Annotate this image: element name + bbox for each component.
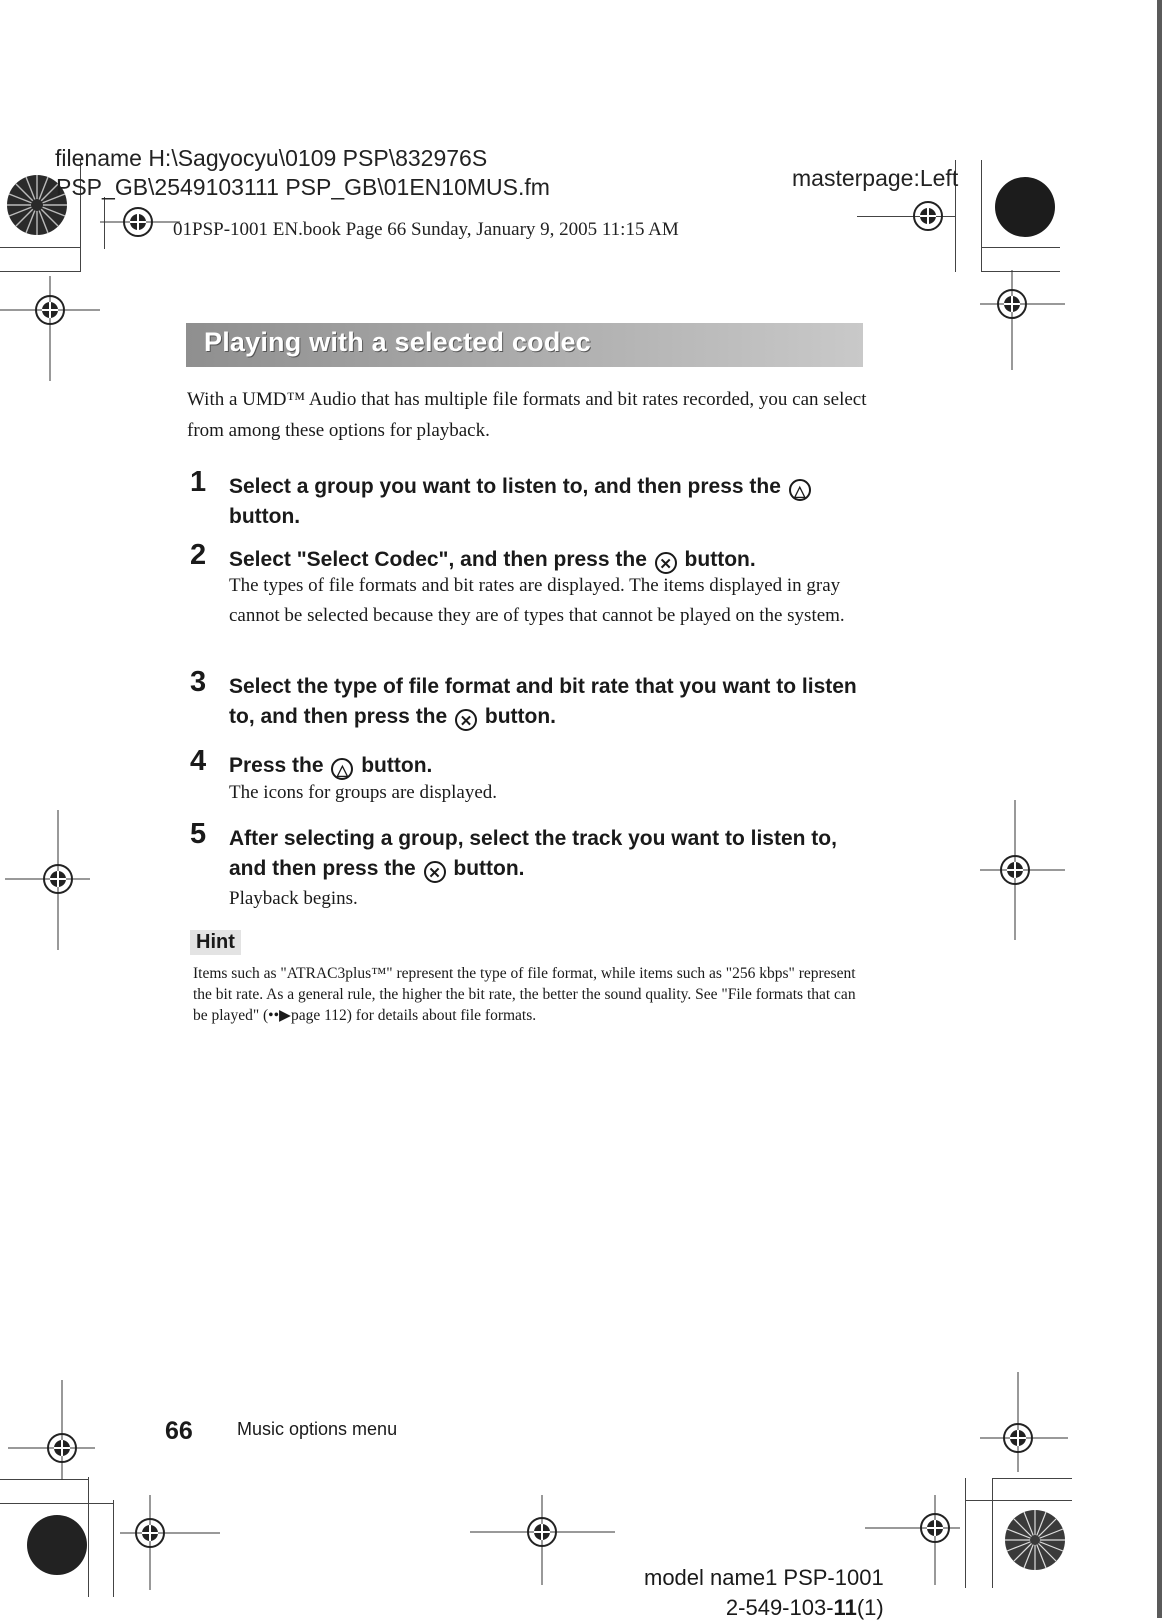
print-book-info: 01PSP-1001 EN.book Page 66 Sunday, January 9, 2005 11:15 AM	[173, 219, 679, 240]
registration-mark-icon	[980, 1372, 1070, 1472]
crop-line	[0, 1503, 113, 1504]
crop-line	[0, 271, 80, 272]
model-name: model name1 PSP-1001	[644, 1565, 884, 1590]
print-filename-line: PSP_GB\2549103111 PSP_GB\01EN10MUS.fm	[56, 174, 550, 200]
step-heading-text: Select the type of file format and bit rate that you want to listen to, and then press the	[229, 675, 857, 728]
crop-line	[965, 1500, 1072, 1501]
hint-text: Items such as "ATRAC3plus™" represent the type of file format, while items such as "256 kbps" represent the bit rate. As a general rule, the higher the bit rate, the better the sound quality. See "File formats that can be played" (••▶page 112) for details about file formats.	[193, 965, 856, 1024]
section-intro: With a UMD™ Audio that has multiple file formats and bit rates recorded, you can select from among these options for playback.	[187, 389, 867, 441]
section-title: Playing with a selected codec	[204, 327, 591, 357]
crop-line	[965, 1478, 966, 1588]
crop-line	[981, 160, 982, 272]
triangle-button-icon: △	[789, 479, 811, 501]
print-filename	[55, 144, 550, 202]
triangle-button-icon: △	[331, 758, 353, 780]
step-heading-text: button.	[678, 548, 756, 571]
registration-mark-icon	[100, 200, 180, 250]
step-description: The types of file formats and bit rates are displayed. The items displayed in gray cannot be selected because they are of types that cannot be played on the system.	[229, 575, 845, 626]
registration-mark-icon	[115, 1495, 225, 1595]
model-code	[644, 1593, 884, 1623]
step-heading-text: button.	[229, 505, 301, 528]
step-number: 2	[190, 539, 207, 571]
step-heading-text: Select a group you want to listen to, and then press the	[229, 475, 787, 498]
registration-mark-icon	[0, 810, 100, 960]
step-heading	[229, 472, 869, 532]
solid-black-circle-icon	[990, 172, 1060, 242]
step-heading-text: After selecting a group, select the track you want to listen to, and then press the	[229, 827, 837, 880]
step-heading-text: button.	[355, 754, 433, 777]
crop-line	[0, 247, 80, 248]
model-code-bold: 11	[833, 1595, 857, 1620]
step-heading-text: button.	[479, 705, 556, 728]
page-number: 66	[165, 1417, 193, 1445]
print-masterpage: masterpage:Left	[792, 165, 959, 191]
registration-mark-icon	[880, 196, 950, 246]
model-code-suffix: (1)	[856, 1595, 884, 1620]
step-heading-text: button.	[447, 857, 525, 880]
step-number: 4	[190, 745, 207, 777]
model-info	[644, 1563, 884, 1623]
crop-line	[992, 1478, 1072, 1479]
crop-line	[113, 1500, 114, 1597]
step-description: The icons for groups are displayed.	[229, 782, 498, 803]
section-title-banner	[186, 323, 863, 367]
step-heading	[229, 672, 869, 732]
hint-label: Hint	[190, 930, 241, 955]
step-heading	[229, 824, 869, 884]
crop-line	[992, 1478, 993, 1588]
step-number: 3	[190, 666, 207, 698]
crop-line	[981, 247, 1060, 248]
cross-button-icon: ✕	[424, 861, 446, 883]
registration-mark-icon	[0, 276, 110, 386]
footer-section-name: Music options menu	[237, 1419, 398, 1439]
registration-mark-icon	[470, 1495, 620, 1595]
step-heading-text: Select "Select Codec", and then press the	[229, 548, 653, 571]
cross-button-icon: ✕	[655, 552, 677, 574]
cross-button-icon: ✕	[455, 709, 477, 731]
color-bar-starburst-icon	[1000, 1505, 1070, 1575]
model-code-prefix: 2-549-103-	[725, 1595, 834, 1620]
step-number: 5	[190, 818, 207, 850]
scan-edge	[1157, 0, 1162, 1618]
registration-mark-icon	[980, 270, 1070, 380]
registration-mark-icon	[0, 1380, 100, 1480]
print-filename-line: filename H:\Sagyocyu\0109 PSP\832976S	[55, 145, 488, 171]
solid-black-circle-icon	[22, 1510, 92, 1580]
step-heading	[229, 751, 869, 781]
step-description: Playback begins.	[229, 888, 358, 909]
step-number: 1	[190, 466, 207, 498]
registration-mark-icon	[980, 800, 1070, 950]
step-heading-text: Press the	[229, 754, 330, 777]
